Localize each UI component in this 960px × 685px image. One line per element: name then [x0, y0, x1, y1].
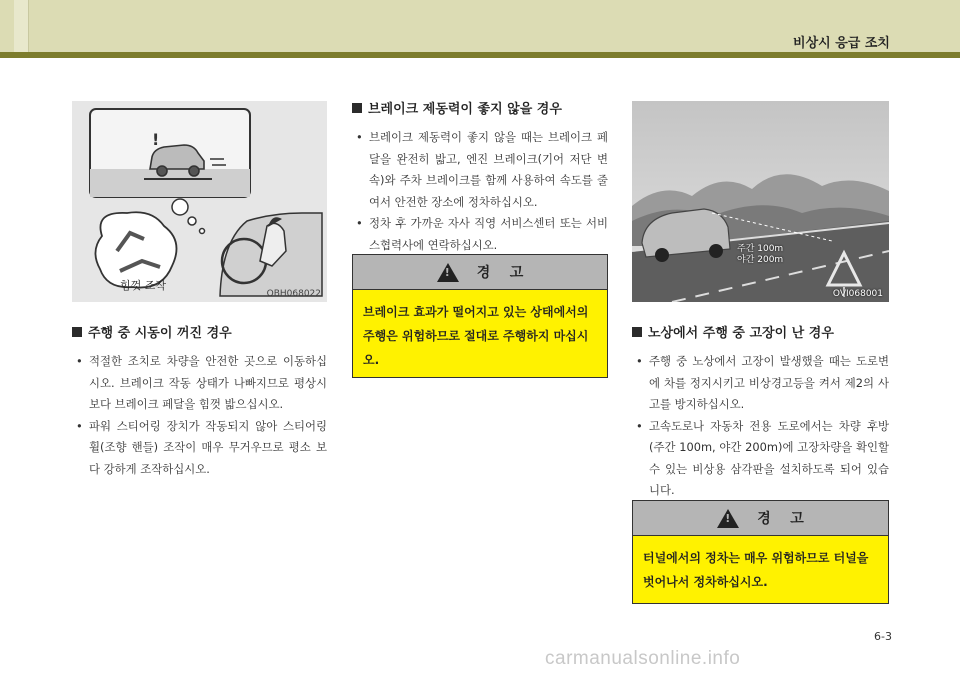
- square-bullet-icon: [72, 327, 82, 337]
- day-distance-label: 주간 100m: [737, 244, 784, 254]
- highway-illustration: [632, 101, 889, 302]
- heading-text: 브레이크 제동력이 좋지 않을 경우: [368, 102, 562, 117]
- warning-triangle-icon: [717, 509, 739, 528]
- warning-header: [633, 501, 888, 536]
- warning-box-tunnel: [632, 500, 889, 604]
- page-number: 6-3: [874, 630, 892, 643]
- list-item: • 적절한 조치로 차량을 안전한 곳으로 이동하십시오. 브레이크 작동 상태가 나빠지므로 평상시보다 브레이크 페달을 힘껏 밟으십시오.: [72, 351, 327, 416]
- watermark: carmanualsonline.info: [545, 648, 741, 669]
- heading-text: 노상에서 주행 중 고장이 난 경우: [648, 326, 834, 341]
- list-item: • 주행 중 노상에서 고장이 발생했을 때는 도로변에 차를 정지시키고 비상경고등을 켜서 제2의 사고를 방지하십시오.: [632, 351, 889, 416]
- section-heading: [632, 322, 889, 341]
- heading-text: 주행 중 시동이 꺼진 경우: [88, 326, 232, 341]
- section-heading: [72, 322, 327, 341]
- svg-text:!: !: [152, 130, 160, 149]
- bullet-list: [632, 351, 889, 502]
- list-item: • 고속도로나 자동차 전용 도로에서는 차량 후방(주간 100m, 야간 200m)에 고장차량을 확인할 수 있는 비상용 삼각판을 설치하도록 되어 있습니다.: [632, 416, 889, 502]
- section-heading: [352, 98, 608, 117]
- breakdown-road-photo: [632, 101, 889, 302]
- figure-code: OVI068001: [832, 289, 883, 299]
- square-bullet-icon: [352, 103, 362, 113]
- warning-title: 경 고: [757, 511, 804, 527]
- left-column: [72, 322, 327, 480]
- warning-triangle-icon: [437, 263, 459, 282]
- header-tab: [14, 0, 29, 52]
- night-distance-label: 야간 200m: [737, 255, 784, 265]
- warning-box-brake: [352, 254, 608, 378]
- bullet-list: [352, 127, 608, 256]
- driver-illustration: [72, 101, 327, 302]
- right-column: [632, 322, 889, 502]
- figure-code: OBH068022: [266, 289, 321, 299]
- figure-label: 힘껏 조작: [120, 279, 167, 292]
- header-bar: [0, 52, 960, 58]
- list-item: • 브레이크 제동력이 좋지 않을 때는 브레이크 페달을 완전히 밟고, 엔진 브레이크(기어 저단 변속)와 주차 브레이크를 함께 사용하여 속도를 줄여서 안전한 장소에 정차하십시오.: [352, 127, 608, 213]
- list-item: • 파워 스티어링 장치가 작동되지 않아 스티어링 휠(조향 핸들) 조작이 매우 무거우므로 평소 보다 강하게 조작하십시오.: [72, 416, 327, 481]
- warning-body: 브레이크 효과가 떨어지고 있는 상태에서의 주행은 위험하므로 절대로 주행하지 마십시오.: [363, 305, 589, 367]
- middle-column: [352, 98, 608, 256]
- warning-header: [353, 255, 607, 290]
- square-bullet-icon: [632, 327, 642, 337]
- section-title: 비상시 응급 조치: [793, 36, 890, 51]
- bullet-list: [72, 351, 327, 480]
- warning-title: 경 고: [476, 265, 524, 281]
- list-item: • 정차 후 가까운 자사 직영 서비스센터 또는 서비스협력사에 연락하십시오.: [352, 213, 608, 256]
- warning-body: 터널에서의 정차는 매우 위험하므로 터널을 벗어나서 정차하십시오.: [643, 551, 869, 589]
- engine-stall-illustration: [72, 101, 327, 302]
- page-header: [0, 0, 960, 52]
